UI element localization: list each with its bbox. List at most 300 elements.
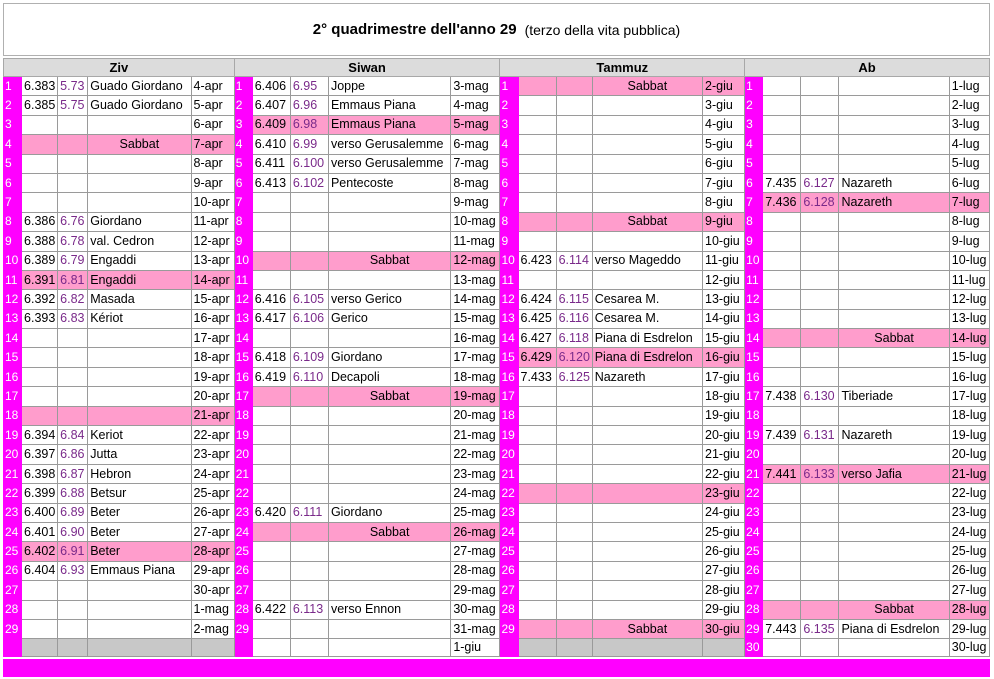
ab-day-number-cell: 8 xyxy=(745,212,763,231)
tammuz-ref-2-cell xyxy=(556,212,592,231)
siwan-date-cell: 31-mag xyxy=(451,619,500,638)
ziv-ref-2-cell xyxy=(58,406,88,425)
tammuz-ref-1-cell xyxy=(518,173,556,192)
ab-location-cell xyxy=(839,406,949,425)
ab-day-number-cell: 3 xyxy=(745,115,763,134)
ab-date-cell: 5-lug xyxy=(949,154,989,173)
siwan-date-cell: 27-mag xyxy=(451,542,500,561)
ziv-day-number-cell: 28 xyxy=(4,600,22,619)
tammuz-ref-1-cell: 6.423 xyxy=(518,251,556,270)
ziv-day-number-cell: 24 xyxy=(4,522,22,541)
siwan-day-number-cell: 25 xyxy=(234,542,252,561)
ab-day-number-cell: 23 xyxy=(745,503,763,522)
ziv-date-cell: 30-apr xyxy=(191,581,234,600)
ab-date-cell: 22-lug xyxy=(949,484,989,503)
siwan-ref-1-cell: 6.416 xyxy=(252,290,290,309)
siwan-date-cell: 26-mag xyxy=(451,522,500,541)
tammuz-ref-1-cell xyxy=(518,96,556,115)
tammuz-date-cell: 4-giu xyxy=(703,115,745,134)
siwan-ref-2-cell xyxy=(290,445,328,464)
ziv-ref-2-cell: 6.82 xyxy=(58,290,88,309)
siwan-ref-2-cell xyxy=(290,561,328,580)
table-row xyxy=(4,290,990,309)
siwan-ref-1-cell: 6.406 xyxy=(252,77,290,96)
ziv-day-number-cell: 7 xyxy=(4,193,22,212)
siwan-day-number-cell: 6 xyxy=(234,173,252,192)
table-row xyxy=(4,309,990,328)
siwan-location-cell: Sabbat xyxy=(328,522,450,541)
ziv-location-cell xyxy=(88,387,191,406)
siwan-ref-1-cell xyxy=(252,639,290,657)
siwan-ref-1-cell xyxy=(252,251,290,270)
ab-ref-1-cell xyxy=(763,232,801,251)
table-row xyxy=(4,212,990,231)
tammuz-ref-2-cell xyxy=(556,270,592,289)
siwan-location-cell: verso Gerico xyxy=(328,290,450,309)
siwan-day-number-cell: 16 xyxy=(234,367,252,386)
tammuz-ref-2-cell xyxy=(556,154,592,173)
tammuz-day-number-cell: 14 xyxy=(500,329,518,348)
ziv-day-number-cell: 25 xyxy=(4,542,22,561)
ab-ref-1-cell: 7.436 xyxy=(763,193,801,212)
ab-date-cell: 29-lug xyxy=(949,619,989,638)
tammuz-ref-1-cell xyxy=(518,542,556,561)
ziv-date-cell xyxy=(191,639,234,657)
table-row xyxy=(4,77,990,96)
siwan-date-cell: 9-mag xyxy=(451,193,500,212)
tammuz-ref-2-cell xyxy=(556,96,592,115)
ab-day-number-cell: 1 xyxy=(745,77,763,96)
tammuz-date-cell: 10-giu xyxy=(703,232,745,251)
tammuz-ref-1-cell xyxy=(518,445,556,464)
ab-date-cell: 12-lug xyxy=(949,290,989,309)
tammuz-ref-1-cell xyxy=(518,522,556,541)
tammuz-date-cell: 24-giu xyxy=(703,503,745,522)
ziv-day-number-cell: 10 xyxy=(4,251,22,270)
table-row xyxy=(4,600,990,619)
ziv-location-cell xyxy=(88,581,191,600)
page-subtitle: (terzo della vita pubblica) xyxy=(524,21,681,38)
tammuz-location-cell xyxy=(592,232,702,251)
siwan-ref-1-cell: 6.419 xyxy=(252,367,290,386)
ziv-ref-2-cell: 6.88 xyxy=(58,484,88,503)
siwan-day-number-cell: 11 xyxy=(234,270,252,289)
tammuz-ref-2-cell: 6.116 xyxy=(556,309,592,328)
siwan-location-cell: verso Gerusalemme xyxy=(328,154,450,173)
tammuz-location-cell xyxy=(592,600,702,619)
siwan-day-number-cell: 12 xyxy=(234,290,252,309)
ab-ref-2-cell: 6.127 xyxy=(801,173,839,192)
siwan-location-cell xyxy=(328,329,450,348)
ab-date-cell: 2-lug xyxy=(949,96,989,115)
ab-day-number-cell: 20 xyxy=(745,445,763,464)
tammuz-day-number-cell: 9 xyxy=(500,232,518,251)
table-row xyxy=(4,193,990,212)
tammuz-date-cell: 29-giu xyxy=(703,600,745,619)
table-row xyxy=(4,251,990,270)
tammuz-location-cell: Sabbat xyxy=(592,212,702,231)
ab-ref-2-cell xyxy=(801,329,839,348)
siwan-location-cell: Giordano xyxy=(328,503,450,522)
ab-ref-2-cell xyxy=(801,561,839,580)
month-header-tammuz: Tammuz xyxy=(500,59,745,77)
tammuz-date-cell: 2-giu xyxy=(703,77,745,96)
siwan-day-number-cell: 29 xyxy=(234,619,252,638)
siwan-ref-2-cell xyxy=(290,426,328,445)
tammuz-date-cell: 15-giu xyxy=(703,329,745,348)
tammuz-day-number-cell: 19 xyxy=(500,426,518,445)
table-row xyxy=(4,232,990,251)
tammuz-ref-1-cell xyxy=(518,135,556,154)
table-row xyxy=(4,115,990,134)
ziv-day-number-cell: 8 xyxy=(4,212,22,231)
ziv-day-number-cell: 6 xyxy=(4,173,22,192)
ab-date-cell: 26-lug xyxy=(949,561,989,580)
siwan-location-cell: Joppe xyxy=(328,77,450,96)
tammuz-day-number-cell: 25 xyxy=(500,542,518,561)
ziv-date-cell: 4-apr xyxy=(191,77,234,96)
ziv-day-number-cell: 1 xyxy=(4,77,22,96)
ab-day-number-cell: 17 xyxy=(745,387,763,406)
tammuz-ref-1-cell xyxy=(518,426,556,445)
siwan-day-number-cell: 8 xyxy=(234,212,252,231)
siwan-day-number-cell: 17 xyxy=(234,387,252,406)
siwan-day-number-cell: 15 xyxy=(234,348,252,367)
ab-ref-1-cell xyxy=(763,96,801,115)
siwan-date-cell: 17-mag xyxy=(451,348,500,367)
ab-ref-1-cell xyxy=(763,270,801,289)
siwan-location-cell: Decapoli xyxy=(328,367,450,386)
siwan-day-number-cell: 5 xyxy=(234,154,252,173)
siwan-ref-2-cell xyxy=(290,212,328,231)
ziv-ref-2-cell xyxy=(58,348,88,367)
tammuz-location-cell: Sabbat xyxy=(592,619,702,638)
ab-location-cell: Nazareth xyxy=(839,173,949,192)
table-row xyxy=(4,464,990,483)
ziv-location-cell: Emmaus Piana xyxy=(88,561,191,580)
tammuz-location-cell xyxy=(592,406,702,425)
siwan-ref-2-cell xyxy=(290,329,328,348)
siwan-location-cell: Emmaus Piana xyxy=(328,96,450,115)
ab-date-cell: 14-lug xyxy=(949,329,989,348)
ziv-ref-1-cell: 6.398 xyxy=(22,464,58,483)
page-title: 2° quadrimestre dell'anno 29 xyxy=(312,21,517,38)
ziv-ref-2-cell: 6.78 xyxy=(58,232,88,251)
siwan-ref-2-cell: 6.96 xyxy=(290,96,328,115)
ab-ref-2-cell xyxy=(801,581,839,600)
ab-location-cell: Sabbat xyxy=(839,329,949,348)
siwan-ref-1-cell: 6.410 xyxy=(252,135,290,154)
tammuz-ref-2-cell xyxy=(556,464,592,483)
tammuz-date-cell: 11-giu xyxy=(703,251,745,270)
table-row xyxy=(4,542,990,561)
ziv-location-cell: Masada xyxy=(88,290,191,309)
ziv-day-number-cell: 14 xyxy=(4,329,22,348)
tammuz-location-cell: Piana di Esdrelon xyxy=(592,329,702,348)
tammuz-location-cell xyxy=(592,581,702,600)
ziv-location-cell xyxy=(88,639,191,657)
ab-date-cell: 9-lug xyxy=(949,232,989,251)
ab-day-number-cell: 4 xyxy=(745,135,763,154)
siwan-ref-2-cell xyxy=(290,619,328,638)
siwan-day-number-cell: 10 xyxy=(234,251,252,270)
ziv-date-cell: 28-apr xyxy=(191,542,234,561)
siwan-ref-2-cell: 6.98 xyxy=(290,115,328,134)
ab-day-number-cell: 26 xyxy=(745,561,763,580)
ab-ref-2-cell xyxy=(801,503,839,522)
ziv-date-cell: 6-apr xyxy=(191,115,234,134)
tammuz-location-cell: Cesarea M. xyxy=(592,309,702,328)
tammuz-day-number-cell: 18 xyxy=(500,406,518,425)
ziv-date-cell: 14-apr xyxy=(191,270,234,289)
siwan-location-cell xyxy=(328,426,450,445)
ziv-ref-1-cell xyxy=(22,173,58,192)
ziv-ref-2-cell xyxy=(58,115,88,134)
tammuz-date-cell: 18-giu xyxy=(703,387,745,406)
tammuz-location-cell: Sabbat xyxy=(592,77,702,96)
siwan-date-cell: 1-giu xyxy=(451,639,500,657)
tammuz-date-cell: 26-giu xyxy=(703,542,745,561)
siwan-ref-1-cell: 6.420 xyxy=(252,503,290,522)
ab-ref-1-cell xyxy=(763,542,801,561)
siwan-day-number-cell: 21 xyxy=(234,464,252,483)
ziv-location-cell: Engaddi xyxy=(88,251,191,270)
siwan-ref-1-cell xyxy=(252,464,290,483)
tammuz-date-cell: 19-giu xyxy=(703,406,745,425)
siwan-location-cell xyxy=(328,193,450,212)
tammuz-ref-2-cell: 6.120 xyxy=(556,348,592,367)
month-header-ziv: Ziv xyxy=(4,59,235,77)
ziv-date-cell: 23-apr xyxy=(191,445,234,464)
siwan-date-cell: 19-mag xyxy=(451,387,500,406)
tammuz-day-number-cell xyxy=(500,639,518,657)
tammuz-day-number-cell: 4 xyxy=(500,135,518,154)
siwan-day-number-cell: 27 xyxy=(234,581,252,600)
ab-location-cell xyxy=(839,135,949,154)
siwan-date-cell: 29-mag xyxy=(451,581,500,600)
table-row xyxy=(4,639,990,657)
ziv-date-cell: 21-apr xyxy=(191,406,234,425)
tammuz-location-cell: Nazareth xyxy=(592,367,702,386)
siwan-date-cell: 24-mag xyxy=(451,484,500,503)
ab-day-number-cell: 15 xyxy=(745,348,763,367)
table-row xyxy=(4,503,990,522)
tammuz-ref-2-cell xyxy=(556,77,592,96)
ziv-date-cell: 29-apr xyxy=(191,561,234,580)
tammuz-date-cell: 21-giu xyxy=(703,445,745,464)
table-row xyxy=(4,387,990,406)
siwan-ref-2-cell xyxy=(290,639,328,657)
ab-date-cell: 17-lug xyxy=(949,387,989,406)
tammuz-date-cell: 17-giu xyxy=(703,367,745,386)
ab-day-number-cell: 16 xyxy=(745,367,763,386)
ab-ref-2-cell xyxy=(801,135,839,154)
siwan-day-number-cell: 26 xyxy=(234,561,252,580)
tammuz-day-number-cell: 8 xyxy=(500,212,518,231)
tammuz-date-cell: 7-giu xyxy=(703,173,745,192)
ziv-date-cell: 19-apr xyxy=(191,367,234,386)
ab-day-number-cell: 12 xyxy=(745,290,763,309)
tammuz-location-cell: verso Mageddo xyxy=(592,251,702,270)
ziv-ref-1-cell: 6.397 xyxy=(22,445,58,464)
ziv-day-number-cell: 29 xyxy=(4,619,22,638)
tammuz-ref-1-cell xyxy=(518,77,556,96)
ziv-ref-2-cell xyxy=(58,329,88,348)
tammuz-location-cell xyxy=(592,154,702,173)
tammuz-ref-2-cell xyxy=(556,522,592,541)
ab-day-number-cell: 18 xyxy=(745,406,763,425)
tammuz-ref-1-cell xyxy=(518,561,556,580)
siwan-ref-1-cell: 6.418 xyxy=(252,348,290,367)
ziv-ref-2-cell xyxy=(58,193,88,212)
siwan-date-cell: 5-mag xyxy=(451,115,500,134)
ziv-date-cell: 11-apr xyxy=(191,212,234,231)
siwan-ref-1-cell: 6.417 xyxy=(252,309,290,328)
tammuz-ref-2-cell xyxy=(556,581,592,600)
ziv-ref-2-cell: 6.83 xyxy=(58,309,88,328)
ab-ref-1-cell xyxy=(763,115,801,134)
siwan-location-cell: Gerico xyxy=(328,309,450,328)
ab-day-number-cell: 6 xyxy=(745,173,763,192)
siwan-day-number-cell: 23 xyxy=(234,503,252,522)
ab-ref-1-cell: 7.441 xyxy=(763,464,801,483)
ab-date-cell: 10-lug xyxy=(949,251,989,270)
ziv-location-cell xyxy=(88,619,191,638)
ab-date-cell: 3-lug xyxy=(949,115,989,134)
siwan-day-number-cell: 13 xyxy=(234,309,252,328)
ab-day-number-cell: 7 xyxy=(745,193,763,212)
ab-location-cell xyxy=(839,367,949,386)
ab-location-cell xyxy=(839,309,949,328)
ab-location-cell xyxy=(839,348,949,367)
siwan-date-cell: 14-mag xyxy=(451,290,500,309)
ab-ref-2-cell xyxy=(801,251,839,270)
ab-ref-2-cell: 6.128 xyxy=(801,193,839,212)
ziv-ref-2-cell: 5.73 xyxy=(58,77,88,96)
tammuz-ref-1-cell: 6.427 xyxy=(518,329,556,348)
tammuz-ref-2-cell xyxy=(556,639,592,657)
ab-ref-2-cell xyxy=(801,77,839,96)
ziv-ref-2-cell: 6.84 xyxy=(58,426,88,445)
tammuz-date-cell xyxy=(703,639,745,657)
ziv-date-cell: 7-apr xyxy=(191,135,234,154)
siwan-date-cell: 10-mag xyxy=(451,212,500,231)
ziv-ref-1-cell: 6.401 xyxy=(22,522,58,541)
month-header-siwan: Siwan xyxy=(234,59,500,77)
tammuz-day-number-cell: 13 xyxy=(500,309,518,328)
siwan-ref-1-cell: 6.411 xyxy=(252,154,290,173)
tammuz-date-cell: 27-giu xyxy=(703,561,745,580)
ab-location-cell xyxy=(839,232,949,251)
ziv-ref-2-cell: 6.93 xyxy=(58,561,88,580)
tammuz-ref-2-cell xyxy=(556,193,592,212)
siwan-date-cell: 22-mag xyxy=(451,445,500,464)
ab-ref-1-cell xyxy=(763,251,801,270)
tammuz-ref-1-cell xyxy=(518,600,556,619)
ab-date-cell: 23-lug xyxy=(949,503,989,522)
ziv-ref-1-cell xyxy=(22,193,58,212)
ziv-ref-1-cell xyxy=(22,581,58,600)
tammuz-day-number-cell: 16 xyxy=(500,367,518,386)
tammuz-ref-2-cell: 6.125 xyxy=(556,367,592,386)
ab-ref-1-cell xyxy=(763,290,801,309)
table-row xyxy=(4,581,990,600)
table-row xyxy=(4,173,990,192)
tammuz-day-number-cell: 3 xyxy=(500,115,518,134)
ziv-ref-1-cell: 6.392 xyxy=(22,290,58,309)
tammuz-day-number-cell: 22 xyxy=(500,484,518,503)
siwan-location-cell: Sabbat xyxy=(328,387,450,406)
ab-date-cell: 30-lug xyxy=(949,639,989,657)
siwan-date-cell: 8-mag xyxy=(451,173,500,192)
tammuz-ref-1-cell xyxy=(518,154,556,173)
tammuz-ref-2-cell xyxy=(556,426,592,445)
ziv-date-cell: 9-apr xyxy=(191,173,234,192)
tammuz-date-cell: 3-giu xyxy=(703,96,745,115)
tammuz-ref-1-cell xyxy=(518,484,556,503)
ziv-ref-2-cell xyxy=(58,173,88,192)
tammuz-location-cell xyxy=(592,484,702,503)
ab-ref-1-cell xyxy=(763,522,801,541)
tammuz-day-number-cell: 6 xyxy=(500,173,518,192)
tammuz-ref-2-cell xyxy=(556,135,592,154)
table-row xyxy=(4,522,990,541)
siwan-ref-2-cell xyxy=(290,387,328,406)
ziv-ref-2-cell: 6.86 xyxy=(58,445,88,464)
tammuz-location-cell xyxy=(592,270,702,289)
ziv-location-cell: Beter xyxy=(88,542,191,561)
ab-ref-1-cell xyxy=(763,561,801,580)
siwan-ref-1-cell xyxy=(252,387,290,406)
tammuz-day-number-cell: 27 xyxy=(500,581,518,600)
ziv-location-cell xyxy=(88,600,191,619)
siwan-ref-1-cell: 6.422 xyxy=(252,600,290,619)
ziv-ref-1-cell xyxy=(22,115,58,134)
ziv-location-cell xyxy=(88,348,191,367)
tammuz-ref-2-cell xyxy=(556,173,592,192)
ziv-ref-1-cell: 6.388 xyxy=(22,232,58,251)
tammuz-date-cell: 5-giu xyxy=(703,135,745,154)
table-row xyxy=(4,445,990,464)
ab-ref-1-cell xyxy=(763,503,801,522)
siwan-location-cell xyxy=(328,464,450,483)
tammuz-day-number-cell: 24 xyxy=(500,522,518,541)
ziv-ref-2-cell: 6.76 xyxy=(58,212,88,231)
siwan-ref-1-cell xyxy=(252,522,290,541)
siwan-ref-2-cell: 6.105 xyxy=(290,290,328,309)
ab-ref-1-cell xyxy=(763,309,801,328)
siwan-ref-1-cell xyxy=(252,542,290,561)
ab-ref-2-cell xyxy=(801,445,839,464)
ab-ref-2-cell xyxy=(801,96,839,115)
tammuz-day-number-cell: 23 xyxy=(500,503,518,522)
siwan-date-cell: 4-mag xyxy=(451,96,500,115)
ab-ref-2-cell: 6.130 xyxy=(801,387,839,406)
ab-location-cell: Tiberiade xyxy=(839,387,949,406)
siwan-date-cell: 3-mag xyxy=(451,77,500,96)
siwan-date-cell: 12-mag xyxy=(451,251,500,270)
ziv-date-cell: 24-apr xyxy=(191,464,234,483)
ziv-location-cell: val. Cedron xyxy=(88,232,191,251)
ziv-date-cell: 18-apr xyxy=(191,348,234,367)
table-row xyxy=(4,96,990,115)
siwan-location-cell xyxy=(328,232,450,251)
siwan-ref-1-cell xyxy=(252,561,290,580)
ab-ref-2-cell: 6.135 xyxy=(801,619,839,638)
tammuz-day-number-cell: 7 xyxy=(500,193,518,212)
ab-ref-2-cell xyxy=(801,367,839,386)
siwan-date-cell: 20-mag xyxy=(451,406,500,425)
